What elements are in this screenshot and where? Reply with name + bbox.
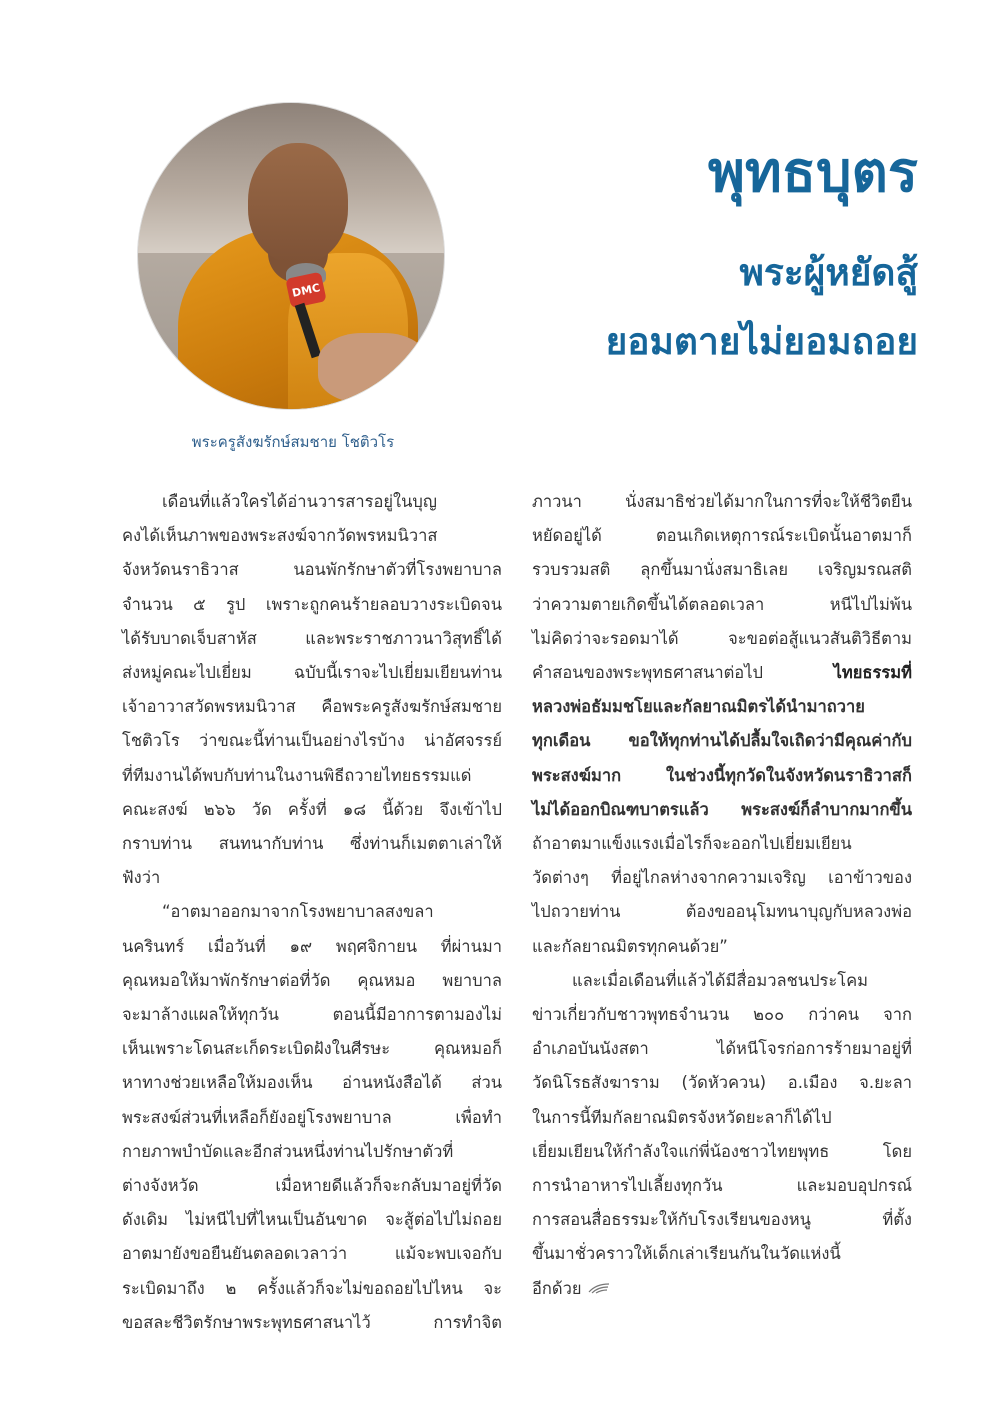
body-text-line: จะมาล้างแผลให้ทุกวัน ตอนนี้มีอาการตามองไม่	[122, 1005, 502, 1025]
body-text-line: เจ้าอาวาสวัดพรหมนิวาส คือพระครูสังฆรักษ์สมชาย	[122, 697, 502, 717]
body-text-line: วัดนิโรธสังฆาราม (วัดหัวควน) อ.เมือง จ.ยะลา	[532, 1073, 912, 1093]
body-text-fragment: อีกด้วย	[532, 1278, 582, 1298]
article-title: พุทธบุตร	[708, 140, 918, 205]
photo-caption: พระครูสังฆรักษ์สมชาย โชติวโร	[191, 433, 395, 451]
body-text-line: การนำอาหารไปเลี้ยงทุกวัน และมอบอุปกรณ์	[532, 1176, 912, 1196]
body-text-line: ส่งหมู่คณะไปเยี่ยม ฉบับนี้เราจะไปเยี่ยมเยียนท่าน	[122, 663, 502, 683]
article-subtitle-line2: ยอมตายไม่ยอมถอย	[605, 320, 918, 363]
body-text-line: รวบรวมสติ ลุกขึ้นมานั่งสมาธิเลย เจริญมรณสติ	[532, 560, 912, 580]
body-text-line: อำเภอบันนังสตา ได้หนีโจรก่อการร้ายมาอยู่ที่	[532, 1039, 912, 1059]
body-text-line	[532, 1272, 912, 1306]
interviewer-hand	[318, 333, 428, 403]
body-text-line	[532, 656, 912, 690]
bold-text-line: ไม่ได้ออกบิณฑบาตรแล้ว พระสงฆ์ก็ลำบากมากขึ้น	[532, 799, 912, 819]
body-text-line: นครินทร์ เมื่อวันที่ ๑๙ พฤศจิกายน ที่ผ่านมา	[122, 936, 502, 956]
monk-portrait-photo	[138, 103, 444, 409]
right-text-column	[532, 485, 912, 1306]
body-text-line: หยัดอยู่ได้ ตอนเกิดเหตุการณ์ระเบิดนั้นอาตมาก็	[532, 526, 912, 546]
article-subtitle-line1: พระผู้หยัดสู้	[739, 251, 918, 294]
body-text-line: ไม่คิดว่าจะรอดมาได้ จะขอต่อสู้แนวสันติวิธีตาม	[532, 628, 912, 648]
bold-text-line: ทุกเดือน ขอให้ทุกท่านได้ปลื้มใจเถิดว่ามีคุณค่ากับ	[532, 731, 912, 751]
body-text-line: วัดต่างๆ ที่อยู่ไกลห่างจากความเจริญ เอาข้าวของ	[532, 868, 912, 888]
body-text-line: จังหวัดนราธิวาส นอนพักรักษาตัวที่โรงพยาบาล	[122, 560, 502, 580]
body-text-line: ขอสละชีวิตรักษาพระพุทธศาสนาไว้ การทำจิต	[122, 1312, 502, 1332]
body-text-line: คุณหมอให้มาพักรักษาต่อที่วัด คุณหมอ พยาบาล	[122, 970, 502, 990]
body-text-line: การสอนสื่อธรรมะให้กับโรงเรียนของหนู ที่ตั้ง	[532, 1210, 912, 1230]
body-text-line: ภาวนา นั่งสมาธิช่วยได้มากในการที่จะให้ชีวิตยืน	[532, 492, 912, 511]
body-text-line: ถ้าอาตมาแข็งแรงเมื่อไรก็จะออกไปเยี่ยมเยียน	[532, 834, 852, 854]
body-text-line: กายภาพบำบัดและอีกส่วนหนึ่งท่านไปรักษาตัวที่	[122, 1141, 454, 1161]
microphone-logo: DMC	[285, 272, 326, 309]
body-text-line: ว่าความตายเกิดขึ้นได้ตลอดเวลา หนีไปไม่พ้น	[532, 594, 912, 614]
body-text-line: ระเบิดมาถึง ๒ ครั้งแล้วก็จะไม่ขอถอยไปไหน จะ	[122, 1278, 502, 1298]
body-text-line: เยี่ยมเยียนให้กำลังใจแก่พี่น้องชาวไทยพุทธ โดย	[532, 1141, 912, 1161]
body-text-line: อาตมายังขอยืนยันตลอดเวลาว่า แม้จะพบเจอกับ	[122, 1244, 502, 1264]
body-text-line: และเมื่อเดือนที่แล้วได้มีสื่อมวลชนประโคม	[572, 970, 869, 990]
body-text-line: คณะสงฆ์ ๒๖๖ วัด ครั้งที่ ๑๘ นี้ด้วย จึงเข้าไป	[122, 799, 502, 819]
left-text-column	[122, 485, 502, 1340]
end-of-article-icon	[588, 1272, 610, 1306]
body-text-line: ดังเดิม ไม่หนีไปที่ไหนเป็นอันขาด จะสู้ต่อไปไม่ถอย	[122, 1210, 502, 1230]
body-text-line: และกัลยาณมิตรทุกคนด้วย”	[532, 936, 728, 956]
body-text-line: ที่ทีมงานได้พบกับท่านในงานพิธีถวายไทยธรรมแด่	[122, 765, 472, 785]
body-text-line: ฟังว่า	[122, 868, 161, 888]
body-text-line: ได้รับบาดเจ็บสาหัส และพระราชภาวนาวิสุทธิ์ได้	[122, 628, 502, 648]
body-text-line: ไปถวายท่าน ต้องขออนุโมทนาบุญกับหลวงพ่อ	[532, 902, 912, 922]
body-text-line: จำนวน ๕ รูป เพราะถูกคนร้ายลอบวางระเบิดจน	[122, 594, 502, 614]
bold-text-fragment: ไทยธรรมที่	[833, 663, 912, 683]
body-text-line: ขึ้นมาชั่วคราวให้เด็กเล่าเรียนกันในวัดแห่งนี้	[532, 1244, 841, 1264]
body-text-line: ในการนี้ทีมกัลยาณมิตรจังหวัดยะลาก็ได้ไป	[532, 1107, 832, 1127]
body-text-line: กราบท่าน สนทนากับท่าน ซึ่งท่านก็เมตตาเล่าให้	[122, 834, 502, 854]
body-text-line: ข่าวเกี่ยวกับชาวพุทธจำนวน ๒๐๐ กว่าคน จาก	[532, 1005, 912, 1025]
body-text-line: เห็นเพราะโดนสะเก็ดระเบิดฝังในศีรษะ คุณหมอก็	[122, 1039, 502, 1059]
body-text-fragment: คำสอนของพระพุทธศาสนาต่อไป	[532, 663, 763, 683]
body-text-line: โชติวโร ว่าขณะนี้ท่านเป็นอย่างไรบ้าง น่าอัศจรรย์	[122, 731, 502, 751]
body-text-line: หาทางช่วยเหลือให้มองเห็น อ่านหนังสือได้ ส่วน	[122, 1073, 502, 1093]
body-text-line: คงได้เห็นภาพของพระสงฆ์จากวัดพรหมนิวาส	[122, 526, 438, 546]
bold-text-line: หลวงพ่อธัมมชโยและกัลยาณมิตรได้นำมาถวาย	[532, 697, 865, 717]
body-text-line: พระสงฆ์ส่วนที่เหลือก็ยังอยู่โรงพยาบาล เพื่อทำ	[122, 1107, 502, 1127]
monk-head	[248, 143, 348, 263]
body-text-line: ต่างจังหวัด เมื่อหายดีแล้วก็จะกลับมาอยู่ที่วัด	[122, 1176, 502, 1196]
bold-text-line: พระสงฆ์มาก ในช่วงนี้ทุกวัดในจังหวัดนราธิวาสก็	[532, 765, 912, 785]
body-text-line: เดือนที่แล้วใครได้อ่านวารสารอยู่ในบุญ	[162, 492, 437, 511]
body-text-line: “อาตมาออกมาจากโรงพยาบาลสงขลา	[162, 902, 434, 922]
